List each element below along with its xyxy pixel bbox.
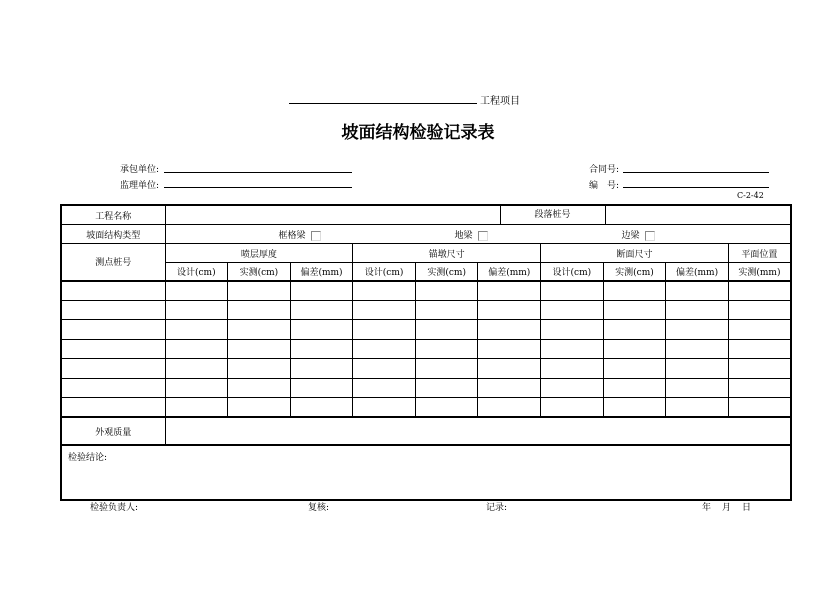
section-stake-label: 段落桩号 <box>501 206 606 224</box>
table-cell[interactable] <box>415 378 478 398</box>
table-cell[interactable] <box>603 359 666 379</box>
checkbox[interactable] <box>311 231 321 241</box>
table-cell[interactable] <box>290 281 353 301</box>
subheader: 设计(cm) <box>353 263 416 281</box>
table-cell[interactable] <box>666 339 729 359</box>
table-cell[interactable] <box>541 339 604 359</box>
table-row <box>61 398 791 418</box>
table-cell[interactable] <box>228 359 291 379</box>
checkbox[interactable] <box>645 231 655 241</box>
table-row <box>61 339 791 359</box>
table-cell[interactable] <box>415 320 478 340</box>
table-cell[interactable] <box>228 339 291 359</box>
table-cell[interactable] <box>228 320 291 340</box>
table-cell[interactable] <box>290 300 353 320</box>
table-cell[interactable] <box>165 300 228 320</box>
form-code: C-2-42 <box>737 191 764 200</box>
subheader: 实测(cm) <box>228 263 291 281</box>
table-cell[interactable] <box>603 320 666 340</box>
table-cell[interactable] <box>353 359 416 379</box>
inspection-table <box>60 204 792 501</box>
table-cell[interactable] <box>666 378 729 398</box>
table-cell[interactable] <box>541 281 604 301</box>
table-cell[interactable] <box>228 281 291 301</box>
table-cell[interactable] <box>728 320 791 340</box>
group-header: 喷层厚度 <box>165 244 353 263</box>
table-cell[interactable] <box>353 378 416 398</box>
table-cell[interactable] <box>541 320 604 340</box>
appearance-label: 外观质量 <box>61 417 165 445</box>
section-stake-field[interactable] <box>606 206 791 224</box>
project-suffix: 工程项目 <box>480 96 520 107</box>
project-name-field[interactable] <box>166 206 501 224</box>
table-cell[interactable] <box>478 300 541 320</box>
table-cell[interactable] <box>415 398 478 418</box>
number-label: 编 号: <box>589 181 620 191</box>
number-field[interactable] <box>623 187 769 188</box>
table-cell[interactable] <box>666 359 729 379</box>
table-cell[interactable] <box>478 378 541 398</box>
reviewer-label: 复核: <box>308 503 330 513</box>
table-cell[interactable] <box>541 359 604 379</box>
table-cell[interactable] <box>478 359 541 379</box>
table-cell[interactable] <box>165 359 228 379</box>
table-cell[interactable] <box>290 320 353 340</box>
type-label: 边梁 <box>621 231 640 241</box>
contract-no-field[interactable] <box>623 172 769 173</box>
table-cell[interactable] <box>603 339 666 359</box>
table-cell[interactable] <box>541 300 604 320</box>
slope-type-label: 坡面结构类型 <box>61 225 165 244</box>
table-cell[interactable] <box>290 339 353 359</box>
table-row <box>61 320 791 340</box>
table-cell[interactable] <box>61 281 165 301</box>
inspector-label: 检验负责人: <box>90 503 139 513</box>
table-cell[interactable] <box>165 398 228 418</box>
table-cell[interactable] <box>353 320 416 340</box>
table-cell[interactable] <box>728 359 791 379</box>
subheader: 设计(cm) <box>165 263 228 281</box>
type-label: 地梁 <box>454 231 473 241</box>
table-cell[interactable] <box>541 398 604 418</box>
table-cell[interactable] <box>61 300 165 320</box>
type-label: 框格梁 <box>278 231 306 241</box>
month-label: 月 <box>722 503 732 513</box>
table-cell[interactable] <box>61 339 165 359</box>
table-cell[interactable] <box>353 281 416 301</box>
supervisor-field[interactable] <box>164 187 352 188</box>
table-cell[interactable] <box>290 398 353 418</box>
recorder-label: 记录: <box>486 503 508 513</box>
subheader: 偏差(mm) <box>666 263 729 281</box>
table-cell[interactable] <box>61 378 165 398</box>
group-header: 锚墩尺寸 <box>353 244 541 263</box>
type-ground-beam[interactable] <box>455 228 488 241</box>
table-cell[interactable] <box>228 300 291 320</box>
conclusion-label: 检验结论: <box>68 453 108 463</box>
table-row <box>61 281 791 301</box>
table-cell[interactable] <box>478 398 541 418</box>
table-cell[interactable] <box>666 281 729 301</box>
checkbox[interactable] <box>478 231 488 241</box>
table-row <box>61 300 791 320</box>
group-header: 断面尺寸 <box>541 244 729 263</box>
subheader: 偏差(mm) <box>478 263 541 281</box>
table-cell[interactable] <box>666 300 729 320</box>
type-edge-beam[interactable] <box>622 228 655 241</box>
table-cell[interactable] <box>353 339 416 359</box>
subheader: 实测(cm) <box>603 263 666 281</box>
stake-label: 测点桩号 <box>61 244 165 281</box>
page-title: 坡面结构检验记录表 <box>341 123 495 143</box>
table-cell[interactable] <box>415 359 478 379</box>
table-cell[interactable] <box>290 378 353 398</box>
table-row <box>61 359 791 379</box>
table-cell[interactable] <box>353 300 416 320</box>
contractor-field[interactable] <box>164 172 352 173</box>
subheader: 偏差(mm) <box>290 263 353 281</box>
table-cell[interactable] <box>353 398 416 418</box>
table-cell[interactable] <box>415 300 478 320</box>
table-cell[interactable] <box>478 281 541 301</box>
contractor-label: 承包单位: <box>120 165 160 175</box>
appearance-field[interactable] <box>165 417 791 445</box>
supervisor-label: 监理单位: <box>120 181 160 191</box>
table-cell[interactable] <box>165 320 228 340</box>
table-cell[interactable] <box>165 378 228 398</box>
table-cell[interactable] <box>415 339 478 359</box>
table-cell[interactable] <box>61 398 165 418</box>
table-cell[interactable] <box>603 300 666 320</box>
table-cell[interactable] <box>666 398 729 418</box>
table-cell[interactable] <box>415 281 478 301</box>
table-cell[interactable] <box>478 339 541 359</box>
table-cell[interactable] <box>666 320 729 340</box>
table-cell[interactable] <box>603 281 666 301</box>
table-cell[interactable] <box>61 359 165 379</box>
table-cell[interactable] <box>728 281 791 301</box>
table-cell[interactable] <box>165 281 228 301</box>
table-cell[interactable] <box>603 378 666 398</box>
table-cell[interactable] <box>228 378 291 398</box>
project-name-label: 工程名称 <box>61 205 165 225</box>
group-header: 平面位置 <box>728 244 791 263</box>
table-cell[interactable] <box>541 378 604 398</box>
table-cell[interactable] <box>228 398 291 418</box>
table-cell[interactable] <box>728 339 791 359</box>
conclusion-field[interactable] <box>61 445 791 500</box>
table-cell[interactable] <box>290 359 353 379</box>
project-name-line[interactable] <box>289 103 477 104</box>
table-cell[interactable] <box>61 320 165 340</box>
contract-no-label: 合同号: <box>589 165 620 175</box>
subheader: 实测(cm) <box>415 263 478 281</box>
type-frame-beam[interactable] <box>279 228 321 241</box>
day-label: 日 <box>742 503 752 513</box>
table-cell[interactable] <box>728 398 791 418</box>
table-cell[interactable] <box>603 398 666 418</box>
year-label: 年 <box>702 503 712 513</box>
table-cell[interactable] <box>478 320 541 340</box>
table-cell[interactable] <box>165 339 228 359</box>
table-row <box>61 378 791 398</box>
subheader: 实测(mm) <box>728 263 791 281</box>
table-cell[interactable] <box>728 378 791 398</box>
subheader: 设计(cm) <box>541 263 604 281</box>
table-cell[interactable] <box>728 300 791 320</box>
